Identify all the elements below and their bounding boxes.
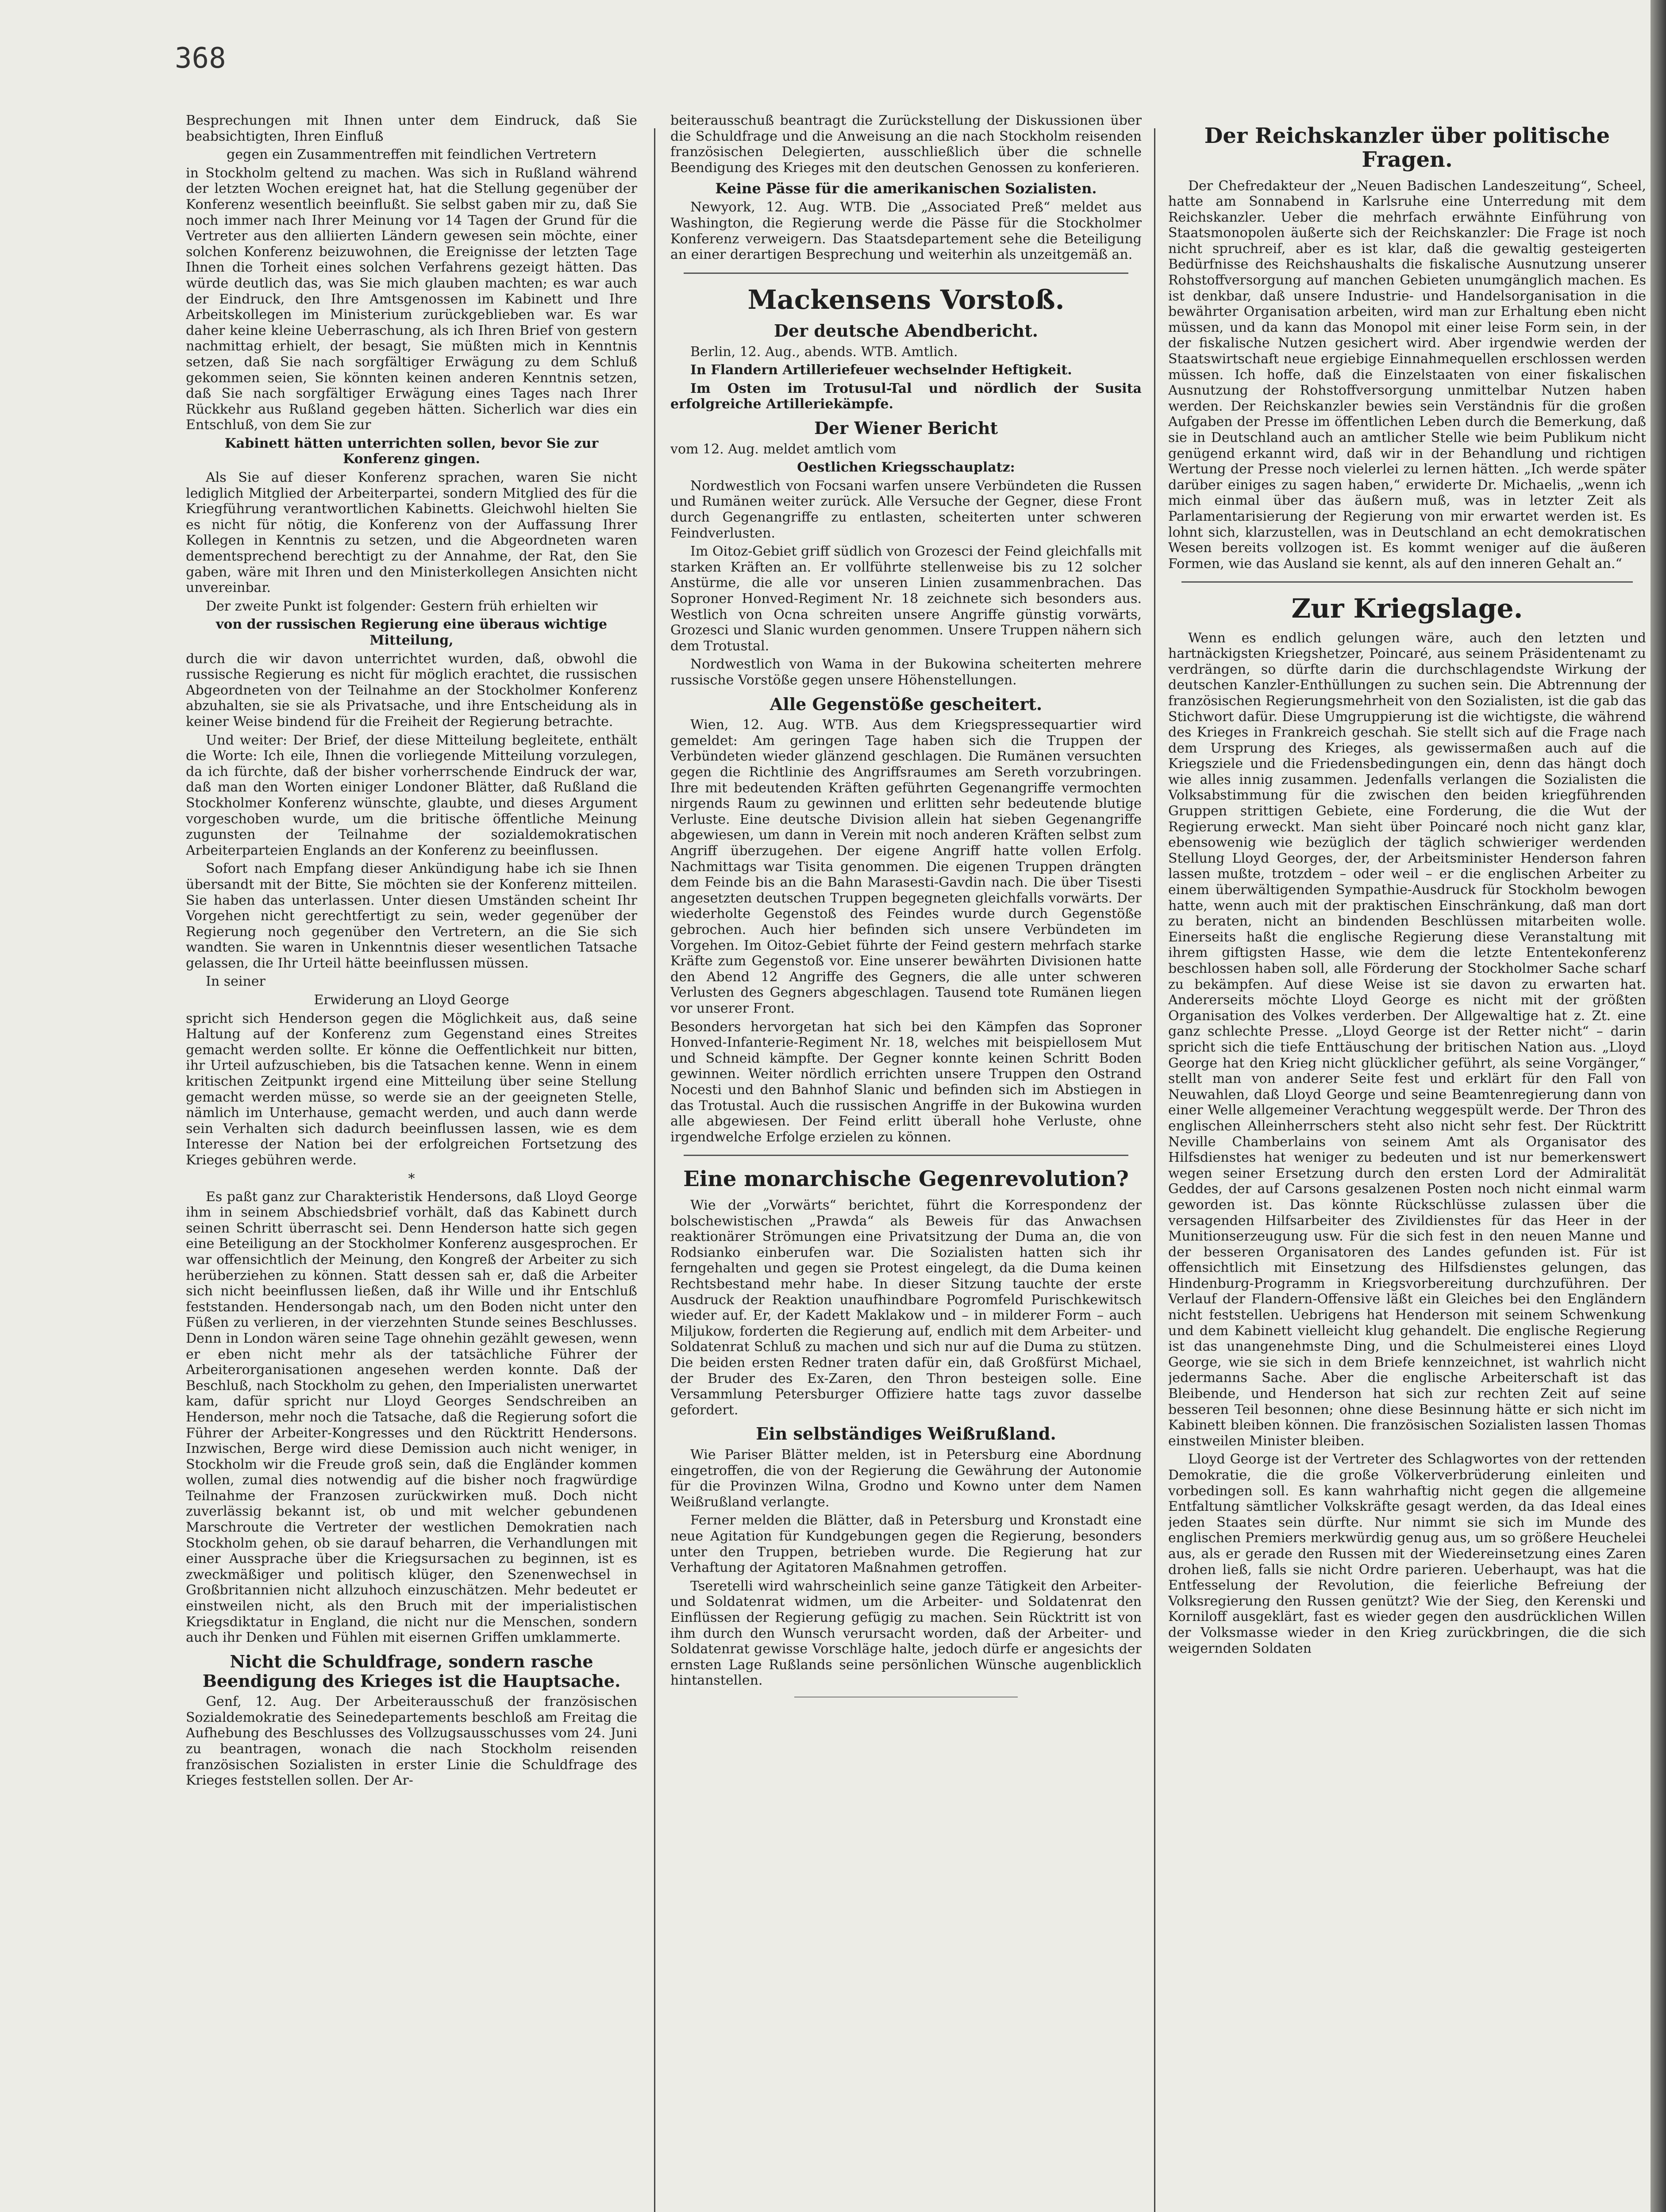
article-subline: Erwiderung an Lloyd George <box>314 992 509 1008</box>
article-text: Im Oitoz-Gebiet griff südlich von Grozesci der Feind gleichfalls mit starken Kräften an. Er vollführte stellenweise bis zu 12 solcher Anstürme, die alle vor unseren Linien zusammenbrachen. Das Soproner Honved-Regiment Nr. 18 zeichnete sich besonders aus. Westlich von Ocna schreiten unsere Angriffe günstig vorwärts, Grozesci und Slanic wurden genommen. Unsere Truppen nähern sich dem Trotustal. <box>670 544 1142 654</box>
column-middle <box>670 113 1142 2212</box>
article-text: Genf, 12. Aug. Der Arbeiterausschuß der französischen Sozialdemokratie des Seinedepartements beschloß am Freitag die Aufhebung des Beschlusses des Vollzugsausschusses vom 24. Juni zu beantragen, wonach die nach Stockholm reisenden französischen Sozialisten in erster Linie die Schuldfrage des Krieges feststellen sollen. Der Ar- <box>186 1694 637 1789</box>
article-text: Es paßt ganz zur Charakteristik Hendersons, daß Lloyd George ihm in seinem Abschiedsbrief vorhält, daß das Kabinett durch seinen Schritt überrascht sei. Denn Henderson hatte sich gegen eine Beteiligung an der Stockholmer Konferenz ausgesprochen. Er war offensichtlich der Meinung, den Kongreß der Arbeiter zu sich herüberziehen zu können. Statt dessen sah er, daß die Arbeiter sich nicht beeinflussen ließen, daß ihr Wille und ihr Entschluß feststanden. Hendersongab nach, um den Boden nicht unter den Füßen zu verlieren, in der vierzehnten Stunde seines Beschlusses. Denn in London wären seine Tage ohnehin gezählt gewesen, wenn er eben nicht mehr als der tatsächliche Führer der Arbeiterorganisationen angesehen werden konnte. Daß der Beschluß, nach Stockholm zu gehen, den Imperialisten unerwartet kam, dafür spricht nur Lloyd Georges Sendschreiben an Henderson, mehr noch die Tatsache, daß die Regierung sofort die Führer der Arbeiter-Kongresses und den Rücktritt Hendersons. Inzwischen, Berge wird diese Demission auch nicht weniger, in Stockholm wir die Freude groß sein, daß die Engländer kommen wollen, zumal dies notwendig auf die bisher noch fragwürdige Teilnahme der Franzosen zurückwirken muß. Doch nicht zuverlässig bekannt ist, ob und mit welcher gebundenen Marschroute die Vertreter der westlichen Demokratien nach Stockholm gehen, ob sie darauf beharren, die Verhandlungen mit einer Aussprache über die Kriegsursachen zu beginnen, ist es zweckmäßiger und politisch klüger, den Szenenwechsel in Großbritannien nicht allzuhoch einzuschätzen. Mehr bedeutet er einstweilen nicht, als den Bruch mit der imperialistischen Kriegsdiktatur in England, die nicht nur die Menschen, sondern auch ihr Denken und Fühlen mit eisernen Griffen umklammerte. <box>186 1189 637 1646</box>
headline-kriegslage: Zur Kriegslage. <box>1291 593 1523 625</box>
article-text: Tseretelli wird wahrscheinlich seine ganze Tätigkeit den Arbeiter- und Soldatenrat widmen, um die Arbeiter- und Soldatenrat den Einflüssen der Regierung gefügig zu machen. Sein Rücktritt ist von ihm durch den Wunsch verursacht worden, daß der Arbeiter- und Soldatenrat gewisse Vorschläge halte, jedoch dürfe er angesichts der ernsten Lage Rußlands seine persönlichen Wünsche augenblicklich hintanstellen. <box>670 1578 1142 1689</box>
subheadline-wiener-bericht: Der Wiener Bericht <box>814 418 998 438</box>
headline-reichskanzler: Der Reichskanzler über politische Fragen. <box>1204 123 1610 172</box>
article-text: Besprechungen mit Ihnen unter dem Eindruck, daß Sie beabsichtigten, Ihren Einfluß <box>186 113 637 144</box>
column-rule-2 <box>1154 128 1155 2212</box>
section-star: * <box>408 1171 415 1187</box>
subheadline-weissrussland: Ein selbständiges Weißrußland. <box>756 1424 1056 1444</box>
article-text: spricht sich Henderson gegen die Möglichkeit aus, daß seine Haltung auf der Konferenz zum Gegenstand eines Streites gemacht werden sollte. Er könne die Oeffentlichkeit nur bitten, ihr Urteil aufzuschieben, bis die Tatsachen kenne. Wenn in einem kritischen Zeitpunkt irgend eine Mitteilung über seine Stellung gemacht werden müsse, so werde sie an der geeigneten Stelle, nämlich im Unterhause, gemacht werden, und auch dann werde sein Verhalten sich dadurch beeinflussen lassen, wie es dem Interesse der Nation bei der erfolgreichen Fortsetzung des Krieges gebühren werde. <box>186 1010 637 1168</box>
article-subline: Oestlichen Kriegsschauplatz: <box>797 460 1015 476</box>
article-text: Der Chefredakteur der „Neuen Badischen Landeszeitung“, Scheel, hatte am Sonnabend in Karlsruhe eine Unterredung mit dem Reichskanzler. Ueber die mehrfach erwähnte Einführung von Staatsmonopolen äußerte sich der Reichskanzler: Die Frage ist noch nicht spruchreif, aber es ist klar, daß die gewaltig gesteigerten Bedürfnisse des Reichshaushalts die fiskalische Ausnutzung unserer Rohstoffversorgung auf manchen Gebieten unumgänglich machen. Es ist denkbar, daß unsere Industrie- und Handelsorganisation in die bewährter Organisation arbeiten, wird man zur Erhaltung eben nicht müssen, und da kann das Monopol mit einer leise Form sein, in der der fiskalische Nutzen gesichert wird. Aber irgendwie werden der Staatswirtschaft neue ergiebige Einnahmequellen erschlossen werden müssen. Ich hoffe, daß die Einzelstaaten von einer fiskalischen Ausnutzung der Rohstoffversorgung unmittelbar Nutzen haben werden. Der Reichskanzler bewies sein Verständnis für die großen Aufgaben der Presse im öffentlichen Leben durch die Bemerkung, daß sie in Deutschland auch an amtlicher Stelle wie beim Publikum nicht genügend erkannt wird, daß wir in der Behandlung und richtigen Wertung der Presse noch vielerlei zu lernen hätten. „Ich werde später darüber einiges zu sagen haben,“ erwiderte Dr. Michaelis, „wenn ich mich einmal über das äußern muß, was in letzter Zeit als Parlamentarisierung der Regierung von mir erwartet werden ist. Es lohnt sich, klarzustellen, was in Deutschland an echt demokratischen Wesen bereits vollzogen ist. Es kommt weniger auf die äußeren Formen, wie das Ausland sie kennt, als auf den inneren Gehalt an.“ <box>1168 178 1646 572</box>
subheadline-paesse: Keine Pässe für die amerikanischen Sozialisten. <box>715 180 1097 197</box>
article-text: Nordwestlich von Focsani warfen unsere Verbündeten die Russen und Rumänen weiter zurück. Alle Versuche der Gegner, diese Front durch Gegenangriffe zu entlasten, scheiterten unter schweren Feindverlusten. <box>670 478 1142 541</box>
article-text: Besonders hervorgetan hat sich bei den Kämpfen das Soproner Honved-Infanterie-Regiment Nr. 18, welches mit beispiellosem Mut und Schneid kämpfte. Der Gegner konnte keinen Schritt Boden gewinnen. Weiter nördlich errichten unsere Truppen den Ostrand Nocesti und den Bahnhof Slanic und befinden sich im Abstiegen in das Trotustal. Auch die russischen Angriffe in der Bukowina wurden alle abgewiesen. Der Feind erlitt überall hohe Verluste, ohne irgendwelche Erfolge erzielen zu können. <box>670 1019 1142 1145</box>
page-number: 368 <box>175 42 226 75</box>
article-text: Sofort nach Empfang dieser Ankündigung habe ich sie Ihnen übersandt mit der Bitte, Sie möchten sie der Konferenz mitteilen. Sie haben das unterlassen. Unter diesen Umständen scheint Ihr Vorgehen nicht gerechtfertigt zu sein, weder gegenüber der Regierung noch gegenüber den Vertretern, an die Sie sich wandten. Sie waren in Unkenntnis dieser wesentlichen Tatsache gelassen, die Ihr Urteil hätte beeinflussen müssen. <box>186 861 637 971</box>
article-text: In Flandern Artilleriefeuer wechselnder Heftigkeit. <box>690 362 1072 378</box>
section-divider <box>684 273 1128 274</box>
article-text: Wie der „Vorwärts“ berichtet, führt die Korrespondenz der bolschewistischen „Prawda“ als Beweis für das Anwachsen reaktionärer Strömungen eine Privatsitzung der Duma an, die von Rodsianko einberufen war. Die Sozialisten hatten sich ihr ferngehalten und gegen sie Protest eingelegt, da die Duma keinen Rechtsbestand mehr habe. In dieser Sitzung tauchte der erste Ausdruck der Reaktion unaufhindbare Pogromfeld Purischkewitsch wieder auf. Er, der Kadett Maklakow und – in milderer Form – auch Miljukow, forderten die Regierung auf, endlich mit dem Arbeiter- und Soldatenrat Schluß zu machen und sich nur auf die Duma zu stützen. Die beiden ersten Redner traten dafür ein, daß Großfürst Michael, der Bruder des Ex-Zaren, den Thron besteigen solle. Eine Versammlung Petersburger Offiziere hatte tags zuvor dasselbe gefordert. <box>670 1198 1142 1418</box>
article-text: vom 12. Aug. meldet amtlich vom <box>670 441 896 457</box>
book-binding-edge <box>1651 0 1666 2212</box>
article-subline: Kabinett hätten unterrichten sollen, bevor Sie zur Konferenz gingen. <box>224 435 599 467</box>
article-text: Ferner melden die Blätter, daß in Petersburg und Kronstadt eine neue Agitation für Kundgebungen gegen die Regierung, besonders unter den Truppen, betrieben wurde. Die Regierung hat zur Verhaftung der Agitatoren Maßnahmen getroffen. <box>670 1513 1142 1576</box>
article-text: Wie Pariser Blätter melden, ist in Petersburg eine Abordnung eingetroffen, die von der Regierung die Gewährung der Autonomie für die Provinzen Wilna, Grodno und Kowno unter dem Namen Weißrußland verlangte. <box>670 1447 1142 1510</box>
article-text: Nordwestlich von Wama in der Bukowina scheiterten mehrere russische Vorstöße gegen unsere Höhenstellungen. <box>670 657 1142 688</box>
article-text: Wenn es endlich gelungen wäre, auch den letzten und hartnäckigsten Kriegshetzer, Poincaré, aus seinem Präsidentenamt zu verdrängen, so dürfte darin die durchschlagendste Wirkung der deutschen Kanzler-Enthüllungen zu suchen sein. Die Abtrennung der französischen Regierungsmehrheit von den Sozialisten, ist die gab das Stichwort dafür. Diese Umgruppierung ist die wichtigste, die während des Krieges in Frankreich geschah. Sie stellt sich auf die Frage nach dem Ursprung des Krieges, als gewissermaßen auch auf die Kriegsziele und die Friedensbedingungen ein, denn das hängt doch wie alles innig zusammen. Jedenfalls verlangen die Sozialisten die Volksabstimmung für die zwischen den beiden kriegführenden Gruppen strittigen Gebiete, eine Forderung, die die Wut der Regierung erweckt. Man sieht über Poincaré noch nicht ganz klar, ebensowenig wie bezüglich der täglich schwieriger werdenden Stellung Lloyd Georges, der, der Arbeitsminister Henderson fahren lassen mußte, trotzdem – oder weil – er die englischen Arbeiter zu einem überwältigenden Sympathie-Ausdruck für Stockholm bewogen hatte, wenn auch mit der praktischen Einschränkung, daß man dort zu beraten, nicht an bindenden Beschlüssen mitarbeiten wolle. Einerseits haßt die englische Regierung diese Veranstaltung mit ihrem giftigsten Hasse, wie dem die letzte Ententekonferenz beschlossen haben soll, alle Förderung der Stockholmer Sache scharf zu bekämpfen. Auf diese Weise ist sie davon zu erwarten hat. Andererseits möchte Lloyd George es nicht mit der größten Organisation des Volkes verderben. Der Allgewaltige hat z. Zt. eine ganz schlechte Presse. „Lloyd George ist der Retter nicht“ – darin spricht sich die tiefe Enttäuschung der britischen Nation aus. „Lloyd George hat den Krieg nicht glücklicher geführt, als seine Vorgänger,“ stellt man von anderer Seite fest und erklärt für den Fall von Neuwahlen, daß Lloyd George und seine Beamtenregierung dann von einer Welle allgemeiner Verachtung weggespült werde. Der Thron des englischen Alleinherrschers steht also nicht sehr fest. Der Rücktritt Neville Chamberlains von seinem Amt als Organisator des Hilfsdienstes hat weniger zu bedeuten und ist nur bemerkenswert wegen seiner Ersetzung durch den ersten Lord der Admiralität Geddes, der auf Carsons gesalzenen Posten noch nicht einmal warm geworden ist. Das könnte Rückschlüsse zulassen über die versagenden Hilfsarbeiter des Zivildienstes für das Heer in der Munitionserzeugung usw. Für die sich fest in den neuen Manne und der besseren Organisatoren des Landes gefunden ist. Für ist offensichtlich mit Einsetzung des Hilfsdienstes gelungen, das Hindenburg-Programm in Kriegsvorbereitung durchzuführen. Der Verlauf der Flandern-Offensive läßt ein Gleiches bei den Engländern nicht feststellen. Uebrigens hat Henderson mit seinem Schwenkung und dem Kabinett vielleicht klug gehandelt. Die englische Regierung ist das unangenehmste Ding, und die Schulmeisterei eines Lloyd George, wie sie sich in dem Briefe kennzeichnet, ist wahrlich nicht jedermanns Sache. Aber die englische Arbeiterschaft ist das Bleibende, und Henderson hat sich zur rechten Zeit auf seine besseren Teil besonnen; ohne diese Besinnung hätte er sich nicht im Kabinett bleiben können. Die französischen Sozialisten lassen Thomas einstweilen Minister bleiben. <box>1168 630 1646 1449</box>
article-text: Lloyd George ist der Vertreter des Schlagwortes von der rettenden Demokratie, die die große Völkerverbrüderung einleiten und vorbedingen soll. Es kann wahrhaftig nicht gegen die allgemeine Entfaltung sämtlicher Volkskräfte gesagt werden, da das Ideal eines jeden Staates sein dürfte. Nur nimmt sie sich im Munde des englischen Premiers merkwürdig genug aus, um so größere Heuchelei aus, als er gerade den Russen mit der Wiedereinsetzung eines Zaren drohen ließ, falls sie nicht Ordre parieren. Ueberhaupt, was hat die Entfesselung der Revolution, die feierliche Befreiung der Volksregierung den Russen genützt? Wie der Sieg, den Kerenski und Korniloff ausgeklärt, fast es wieder gegen den ausdrücklichen Willen der Volksmasse wieder in den Krieg zurückbringen, die die sich weigernden Soldaten <box>1168 1452 1646 1656</box>
article-text: durch die wir davon unterrichtet wurden, daß, obwohl die russische Regierung es nicht für möglich erachtet, die russischen Abgeordneten von der Teilnahme an der Stockholmer Konferenz abzuhalten, sie sie als Privatsache, und ihre Entscheidung als in keiner Weise bindend für die Freiheit der Regierung betrachte. <box>186 651 637 730</box>
column-right <box>1168 113 1646 2212</box>
section-divider <box>684 1155 1128 1156</box>
article-text: Im Osten im Trotusul-Tal und nördlich der Susita erfolgreiche Artilleriekämpfe. <box>670 380 1142 412</box>
column-rule-1 <box>654 128 655 2212</box>
article-text: In seiner <box>206 974 265 990</box>
article-subline: von der russischen Regierung eine überaus wichtige Mitteilung, <box>215 617 608 648</box>
dateline: Berlin, 12. Aug., abends. WTB. Amtlich. <box>690 344 958 360</box>
article-text: beiterausschuß beantragt die Zurückstellung der Diskussionen über die Schuldfrage und die Anweisung an die nach Stockholm reisenden französischen Delegierten, ausschließlich über die schnelle Beendigung des Krieges mit den deutschen Genossen zu konferieren. <box>670 113 1142 176</box>
article-text: Der zweite Punkt ist folgender: Gestern früh erhielten wir <box>206 598 598 614</box>
article-text: in Stockholm geltend zu machen. Was sich in Rußland während der letzten Wochen ereignet hat, hat die Stellung gegenüber der Konferenz wesentlich beeinflußt. Sie selbst gaben mir zu, daß Sie noch immer nach Ihrer Meinung vor 14 Tagen der Grund für die Vertreter aus den alliierten Ländern gewesen sein möchte, einer solchen Konferenz beizuwohnen, die Ereignisse der letzten Tage Ihnen die Torheit eines solchen Verfahrens gezeigt hätten. Das würde deutlich das, was Sie mich glauben machten; es war auch der Eindruck, den Ihre Amtsgenossen im Kabinett und Ihre Arbeitskollegen im Ministerium zurückgeblieben war. Es war daher keine kleine Ueberraschung, als ich Ihren Brief von gestern nachmittag erhielt, der besagt, Sie müßten mich in Kenntnis setzen, daß Sie nach sorgfältiger Erwägung zu dem Schluß gekommen seien, Sie könnten keinen anderen Kenntnis setzen, daß Sie nach sorgfältiger Erwägung eines Tages nach Ihrer Rückkehr aus Rußland gegeben hätten. Sicherlich war dies ein Entschluß, von dem Sie zur <box>186 165 637 433</box>
headline-schuldfrage: Nicht die Schuldfrage, sondern rasche Beendigung des Krieges ist die Hauptsache. <box>202 1651 621 1691</box>
subheadline-abendbericht: Der deutsche Abendbericht. <box>773 320 1039 341</box>
article-text: Wien, 12. Aug. WTB. Aus dem Kriegspressequartier wird gemeldet: Am geringen Tage haben sich die Truppen der Verbündeten wieder glänzend geschlagen. Die Rumänen versuchten gegen die Richtlinie des Angriffsraumes am Sereth vorzubringen. Ihre mit bedeutenden Kräften geführten Gegenangriffe vermochten nirgends Raum zu gewinnen und erlitten sehr bedeutende blutige Verluste. Eine deutsche Division allein hat sieben Gegenangriffe abgewiesen, um dann in Verein mit noch anderen Kräften selbst zum Angriff überzugehen. Der eigene Angriff hatte vollen Erfolg. Nachmittags war Tisita genommen. Die eigenen Truppen drängten dem Feinde bis an die Bahn Marasesti-Gavdin nach. Die über Tisesti angesetzten deutschen Truppen begegneten gleichfalls vorwärts. Der wiederholte Gegenstoß des Feindes wurde durch Gegenstöße gebrochen. Auch hier befinden sich unsere Verbündeten im Vorgehen. Im Oitoz-Gebiet führte der Feind gestern mehrfach starke Kräfte zum Gegenstoß vor. Eine unserer bewährten Divisionen hatte den Abend 12 Angriffe des Gegners, die alle unter schweren Verlusten des Gegners abgeschlagen. Tausend tote Rumänen liegen vor unserer Front. <box>670 717 1142 1016</box>
article-text: Newyork, 12. Aug. WTB. Die „Associated Preß“ meldet aus Washington, die Regierung werde die Pässe für die Stockholmer Konferenz verweigern. Das Staatsdepartement sehe die Beteiligung an einer derartigen Besprechung und weiterhin als unzeitgemäß an. <box>670 200 1142 263</box>
section-divider <box>1181 581 1633 583</box>
article-text: Als Sie auf dieser Konferenz sprachen, waren Sie nicht lediglich Mitglied der Arbeiterpartei, sondern Mitglied des für die Kriegführung verantwortlichen Kabinetts. Gleichwohl hielten Sie es nicht für nötig, die Konferenz von der Auffassung Ihrer Kollegen in Kenntnis zu setzen, und die Abgeordneten waren dementsprechend berechtigt zu der Annahme, der Rat, den Sie gaben, wäre mit Ihren und den Ministerkollegen Ansichten nicht unvereinbar. <box>186 470 637 596</box>
column-left <box>186 113 637 2212</box>
article-text: Und weiter: Der Brief, der diese Mitteilung begleitete, enthält die Worte: Ich eile, Ihnen die vorliegende Mitteilung vorzulegen, da ich fürchte, daß der bisher vorherrschende Eindruck der war, daß man den Worten einiger Londoner Blätter, daß Rußland die Stockholmer Konferenz wünschte, glaubte, und dieses Argument vorgeschoben wurde, um die britische öffentliche Meinung zugunsten der Teilnahme der sozialdemokratischen Arbeiterparteien Englands an der Konferenz zu beeinflussen. <box>186 732 637 858</box>
headline-gegenrevolution: Eine monarchische Gegenrevolution? <box>683 1167 1129 1192</box>
headline-mackensen: Mackensens Vorstoß. <box>747 284 1065 315</box>
subheadline-gegenstoesse: Alle Gegenstöße gescheitert. <box>770 694 1043 714</box>
article-subline: gegen ein Zusammentreffen mit feindlichen Vertretern <box>227 147 596 163</box>
